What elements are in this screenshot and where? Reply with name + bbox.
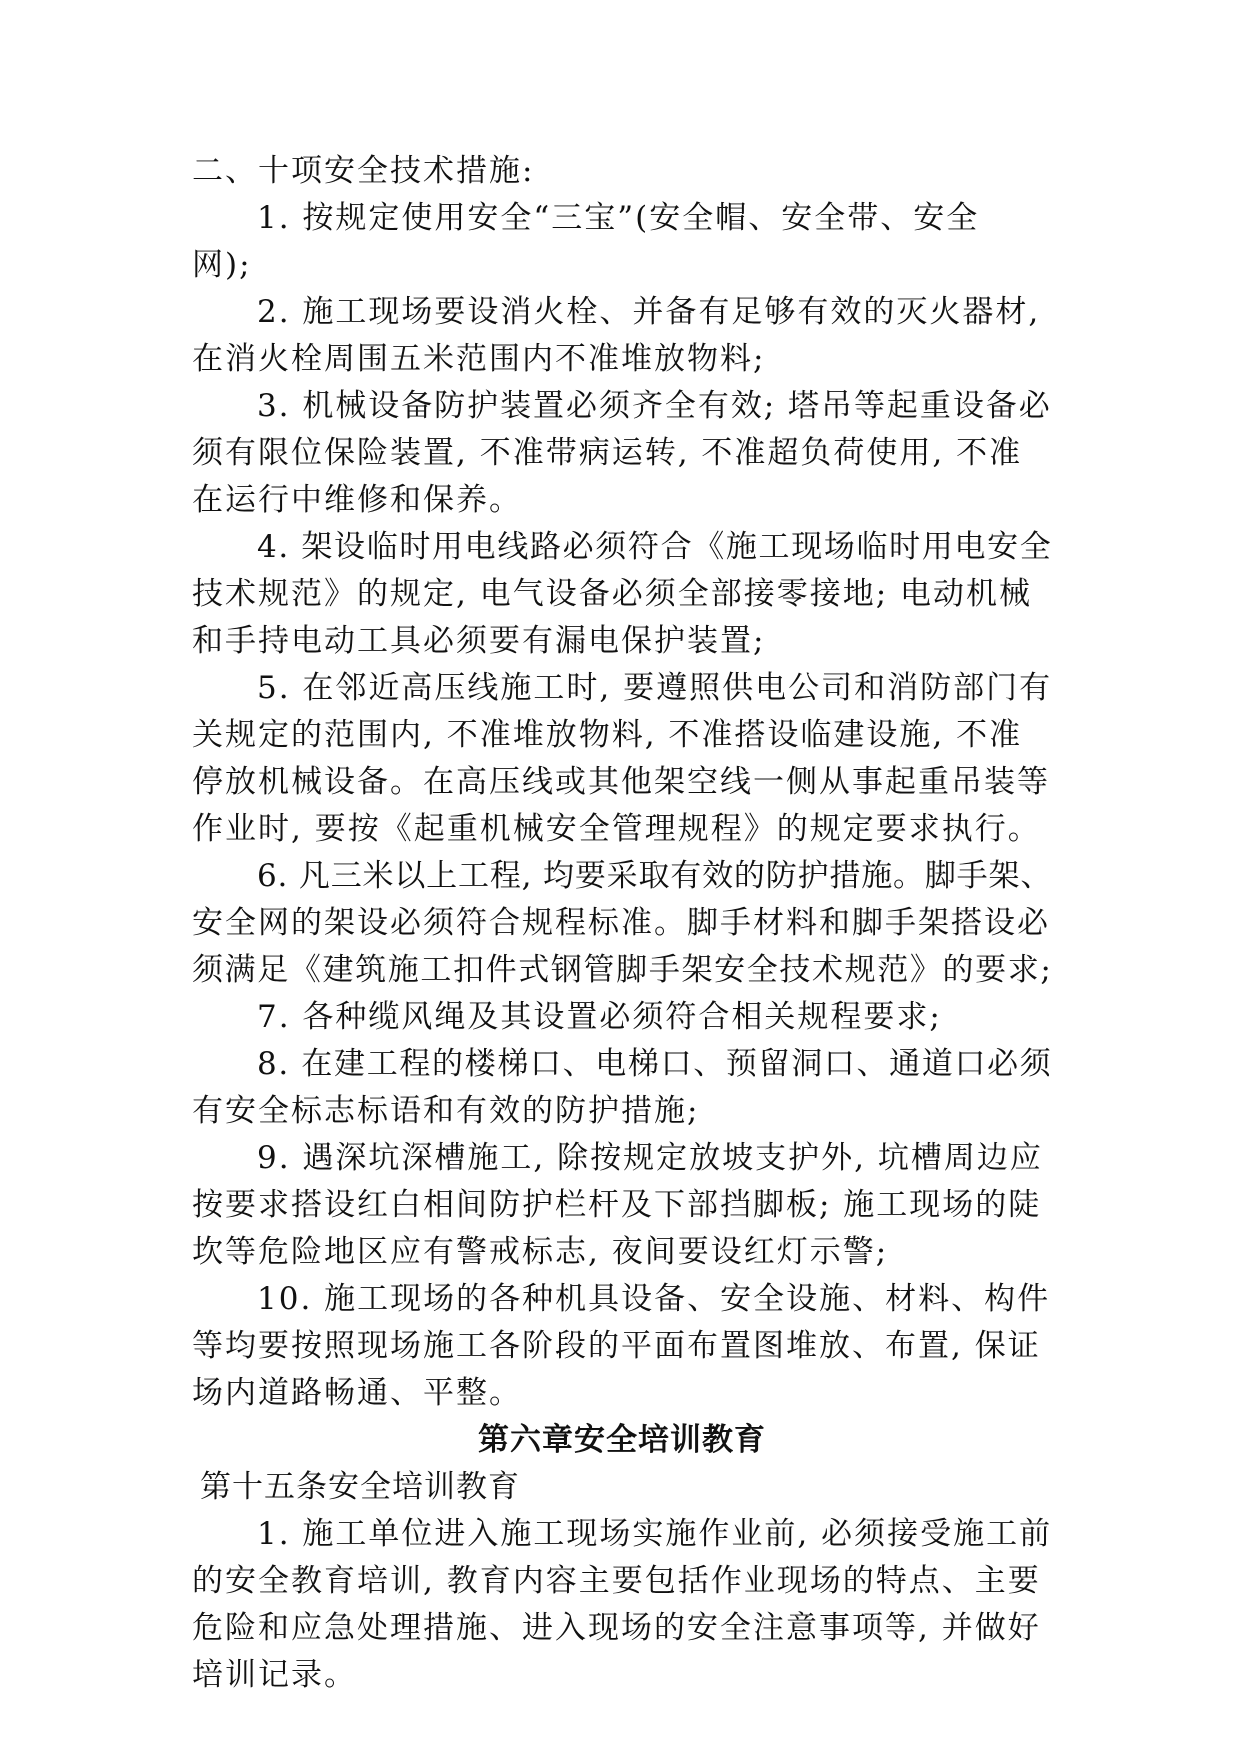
- paragraph-line: 按要求搭设红白相间防护栏杆及下部挡脚板; 施工现场的陡: [192, 1187, 1042, 1223]
- paragraph-line: 网);: [192, 247, 252, 283]
- safety-measure-item-9: [192, 1135, 1052, 1276]
- paragraph-line: 技术规范》的规定, 电气设备必须全部接零接地; 电动机械: [192, 576, 1033, 612]
- safety-measure-item-7: [192, 994, 1052, 1041]
- paragraph-line: 场内道路畅通、平整。: [192, 1375, 522, 1411]
- paragraph-line: 6. 凡三米以上工程, 均要采取有效的防护措施。脚手架、: [257, 858, 1053, 894]
- safety-measure-item-10: [192, 1276, 1052, 1417]
- paragraph-line: 5. 在邻近高压线施工时, 要遵照供电公司和消防部门有: [257, 670, 1053, 706]
- safety-measure-item-5: [192, 665, 1052, 853]
- paragraph-line: 须有限位保险装置, 不准带病运转, 不准超负荷使用, 不准: [192, 435, 1023, 471]
- paragraph-line: 10. 施工现场的各种机具设备、安全设施、材料、构件: [257, 1281, 1051, 1317]
- section-heading: 二、十项安全技术措施:: [192, 153, 535, 189]
- safety-measure-item-2: [192, 289, 1052, 383]
- safety-measure-item-8: [192, 1041, 1052, 1135]
- paragraph-line: 等均要按照现场施工各阶段的平面布置图堆放、布置, 保证: [192, 1328, 1041, 1364]
- paragraph-line: 9. 遇深坑深槽施工, 除按规定放坡支护外, 坑槽周边应: [257, 1140, 1043, 1176]
- paragraph-line: 作业时, 要按《起重机械安全管理规程》的规定要求执行。: [192, 811, 1041, 847]
- paragraph-line: 1. 施工单位进入施工现场实施作业前, 必须接受施工前: [257, 1516, 1053, 1552]
- paragraph-line: 在运行中维修和保养。: [192, 482, 522, 518]
- paragraph-line: 坎等危险地区应有警戒标志, 夜间要设红灯示警;: [192, 1234, 889, 1270]
- paragraph-line: 在消火栓周围五米范围内不准堆放物料;: [192, 341, 766, 377]
- paragraph-line: 1. 按规定使用安全“三宝”(安全帽、安全带、安全: [257, 200, 980, 236]
- safety-measure-item-1: [192, 195, 1052, 289]
- paragraph-line: 停放机械设备。在高压线或其他架空线一侧从事起重吊装等: [192, 764, 1050, 800]
- paragraph-line: 危险和应急处理措施、进入现场的安全注意事项等, 并做好: [192, 1610, 1041, 1646]
- paragraph-line: 4. 架设临时用电线路必须符合《施工现场临时用电安全: [257, 529, 1053, 565]
- safety-measure-item-3: [192, 383, 1052, 524]
- paragraph-line: 7. 各种缆风绳及其设置必须符合相关规程要求;: [257, 999, 942, 1035]
- paragraph-line: 3. 机械设备防护装置必须齐全有效; 塔吊等起重设备必: [257, 388, 1052, 424]
- paragraph-line: 8. 在建工程的楼梯口、电梯口、预留洞口、通道口必须: [257, 1046, 1053, 1082]
- paragraph-line: 安全网的架设必须符合规程标准。脚手材料和脚手架搭设必: [192, 905, 1050, 941]
- chapter-title: 第六章安全培训教育: [478, 1422, 766, 1458]
- paragraph-line: 的安全教育培训, 教育内容主要包括作业现场的特点、主要: [192, 1563, 1041, 1599]
- paragraph-line: 和手持电动工具必须要有漏电保护装置;: [192, 623, 766, 659]
- safety-measure-item-4: [192, 524, 1052, 665]
- paragraph-line: 培训记录。: [192, 1657, 357, 1693]
- document-body: [192, 148, 1052, 1699]
- paragraph-line: 2. 施工现场要设消火栓、并备有足够有效的灭火器材,: [257, 294, 1041, 330]
- paragraph-line: 关规定的范围内, 不准堆放物料, 不准搭设临建设施, 不准: [192, 717, 1023, 753]
- paragraph-line: 有安全标志标语和有效的防护措施;: [192, 1093, 700, 1129]
- safety-measure-item-6: [192, 853, 1052, 994]
- paragraph-line: 须满足《建筑施工扣件式钢管脚手架安全技术规范》的要求;: [192, 952, 1053, 988]
- training-item-1: [192, 1511, 1052, 1699]
- article-heading: 第十五条安全培训教育: [200, 1469, 520, 1505]
